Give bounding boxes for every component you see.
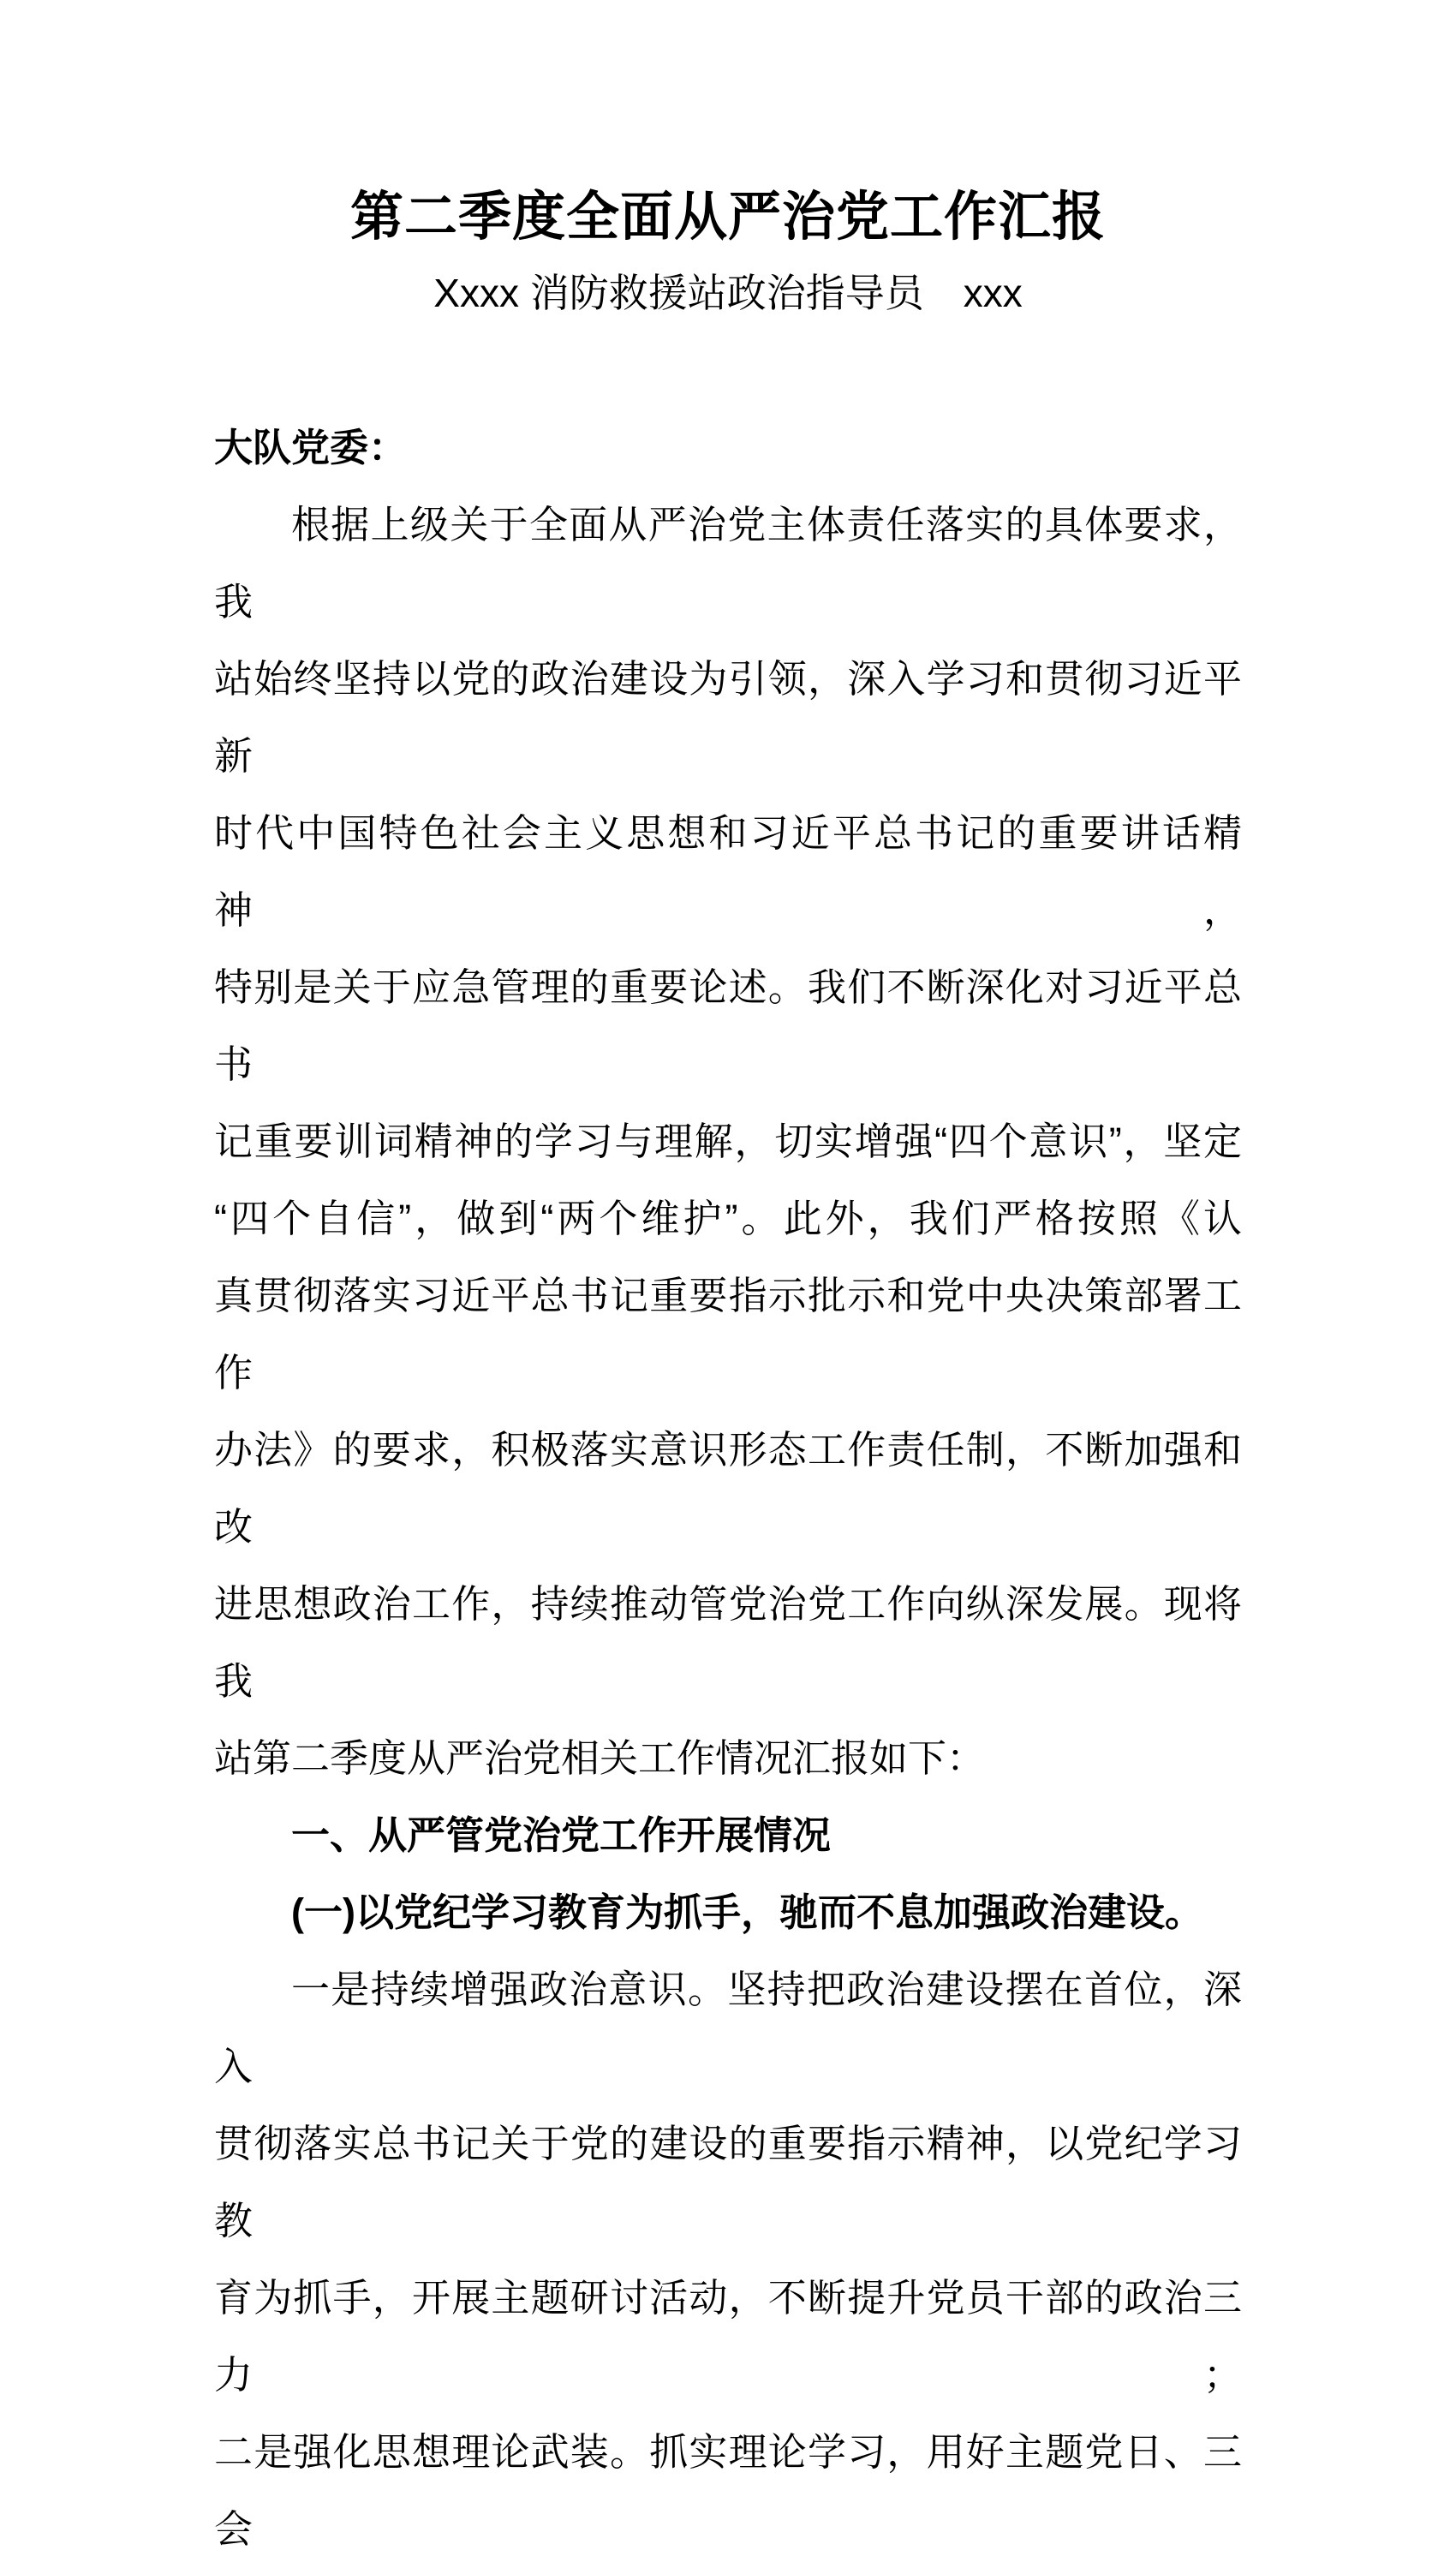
section-heading: 一、从严管党治党工作开展情况: [291, 1813, 832, 1857]
paragraph-1-line-8: 办法》的要求，积极落实意识形态工作责任制，不断加强和改: [214, 1428, 1242, 1549]
paragraph-2-line-3: 育为抓手，开展主题研讨活动，不断提升党员干部的政治三力；: [214, 2276, 1242, 2397]
paragraph-1-line-3: 时代中国特色社会主义思想和习近平总书记的重要讲话精神，: [214, 811, 1242, 932]
paragraph-2-line-1: 一是持续增强政治意识。坚持把政治建设摆在首位，深入: [214, 1968, 1242, 2088]
paragraph-1-line-6: “四个自信”，做到“两个维护”。此外，我们严格按照《认: [214, 1197, 1242, 1240]
document-body: [214, 409, 1242, 2568]
paragraph-2-line-2: 贯彻落实总书记关于党的建设的重要指示精神，以党纪学习教: [214, 2122, 1242, 2243]
paragraph-1-line-4: 特别是关于应急管理的重要论述。我们不断深化对习近平总书: [214, 965, 1242, 1086]
blank-line: [0, 332, 1456, 409]
paragraph-1-line-9: 进思想政治工作，持续推动管党治党工作向纵深发展。现将我: [214, 1582, 1242, 1703]
paragraph-1-line-10: 站第二季度从严治党相关工作情况汇报如下：: [214, 1736, 986, 1780]
paragraph-1-line-5: 记重要训词精神的学习与理解，切实增强“四个意识”，坚定: [214, 1120, 1242, 1163]
paragraph-1-line-7: 真贯彻落实习近平总书记重要指示批示和党中央决策部署工作: [214, 1274, 1242, 1394]
paragraph-2-line-4: 二是强化思想理论武装。抓实理论学习，用好主题党日、三会: [214, 2430, 1242, 2551]
paragraph-1-line-1: 根据上级关于全面从严治党主体责任落实的具体要求，我: [214, 503, 1242, 624]
document-title: 第二季度全面从严治党工作汇报: [349, 188, 1106, 247]
paragraph-1-line-2: 站始终坚持以党的政治建设为引领，深入学习和贯彻习近平新: [214, 657, 1242, 778]
document-subtitle: Xxxx 消防救援站政治指导员 xxx: [433, 271, 1023, 315]
salutation: 大队党委：: [214, 426, 408, 469]
subsection-heading: (一)以党纪学习教育为抓手，驰而不息加强政治建设。: [291, 1890, 1203, 1934]
